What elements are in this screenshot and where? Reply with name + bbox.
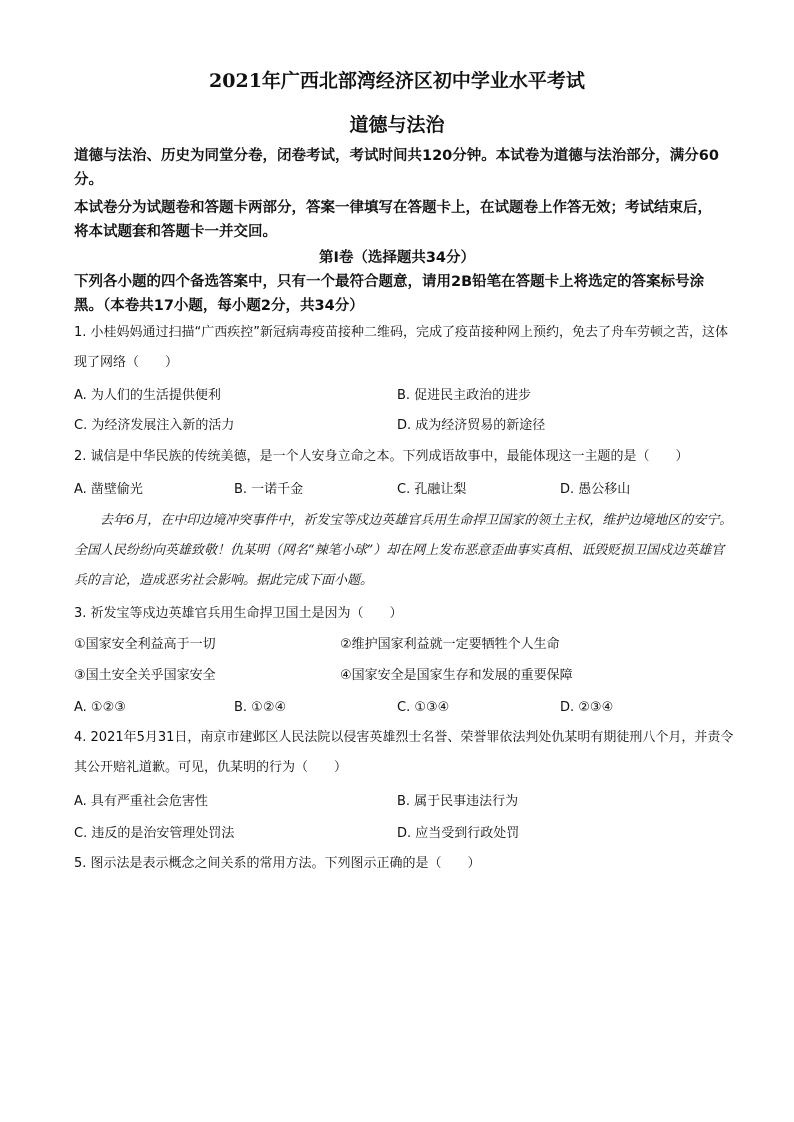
question-1-option-c: C. 为经济发展注入新的活力 — [74, 418, 235, 433]
question-3-statement-1: ①国家安全利益高于一切 — [74, 637, 216, 652]
question-3-statement-3: ③国土安全关乎国家安全 — [74, 668, 216, 683]
question-3-statement-4: ④国家安全是国家生存和发展的重要保障 — [340, 668, 573, 683]
question-4-option-b: B. 属于民事违法行为 — [397, 794, 519, 809]
question-2-option-d: D. 愚公移山 — [560, 482, 631, 497]
exam-title: 2021年广西北部湾经济区初中学业水平考试 — [209, 70, 585, 92]
question-3-option-a: A. ①②③ — [74, 700, 126, 715]
question-4-stem: 4. 2021年5月31日，南京市建邺区人民法院以侵害英雄烈士名誉、荣誉罪依法判处仇某明有期徒刑八个月，并责令其公开赔礼道歉。可见，仇某明的行为（ ） — [74, 730, 734, 775]
question-3-option-b: B. ①②④ — [234, 700, 287, 715]
question-3-option-d: D. ②③④ — [560, 700, 614, 715]
question-2-option-c: C. 孔融让梨 — [397, 482, 467, 497]
question-1-option-a: A. 为人们的生活提供便利 — [74, 388, 221, 403]
question-1-option-d: D. 成为经济贸易的新途径 — [397, 418, 546, 433]
question-4-option-a: A. 具有严重社会危害性 — [74, 794, 208, 809]
question-4-option-d: D. 应当受到行政处罚 — [397, 826, 520, 841]
question-2-option-a: A. 凿壁偷光 — [74, 482, 143, 497]
question-4-option-c: C. 违反的是治安管理处罚法 — [74, 826, 235, 841]
section-title: 第Ⅰ卷（选择题共34分） — [318, 250, 476, 266]
intro-paragraph-1: 道德与法治、历史为同堂分卷，闭卷考试，考试时间共120分钟。本试卷为道德与法治部分，满分60分。 — [74, 148, 719, 188]
question-5-stem: 5. 图示法是表示概念之间关系的常用方法。下列图示正确的是（ ） — [74, 856, 481, 871]
reading-material: 去年6月，在中印边境冲突事件中，祈发宝等戍边英雄官兵用生命捍卫国家的领土主权，维护边境地区的安宁。全国人民纷纷向英雄致敬！仇某明（网名“辣笔小球”）却在网上发布恶意歪曲事实真相、诋毁贬损卫国戍边英雄官兵的言论，造成恶劣社会影响。据此完成下面小题。 — [74, 513, 733, 588]
intro-paragraph-2: 本试卷分为试题卷和答题卡两部分，答案一律填写在答题卡上，在试题卷上作答无效；考试结束后，将本试题套和答题卡一并交回。 — [74, 200, 712, 240]
question-2-option-b: B. 一诺千金 — [234, 482, 304, 497]
question-1-stem: 1. 小桂妈妈通过扫描“广西疾控”新冠病毒疫苗接种二维码，完成了疫苗接种网上预约，免去了舟车劳顿之苦，这体现了网络（ ） — [74, 325, 729, 370]
question-3-option-c: C. ①③④ — [397, 700, 450, 715]
subject-title: 道德与法治 — [349, 114, 445, 136]
question-2-stem: 2. 诚信是中华民族的传统美德，是一个人安身立命之本。下列成语故事中，最能体现这一主题的是（ ） — [74, 449, 689, 464]
question-1-option-b: B. 促进民主政治的进步 — [397, 388, 532, 403]
question-3-statement-2: ②维护国家利益就一定要牺牲个人生命 — [340, 637, 560, 652]
question-3-stem: 3. 祈发宝等戍边英雄官兵用生命捍卫国土是因为（ ） — [74, 606, 403, 621]
section-instruction: 下列各小题的四个备选答案中，只有一个最符合题意，请用2B铅笔在答题卡上将选定的答案标号涂黑。（本卷共17小题，每小题2分，共34分） — [74, 274, 705, 314]
